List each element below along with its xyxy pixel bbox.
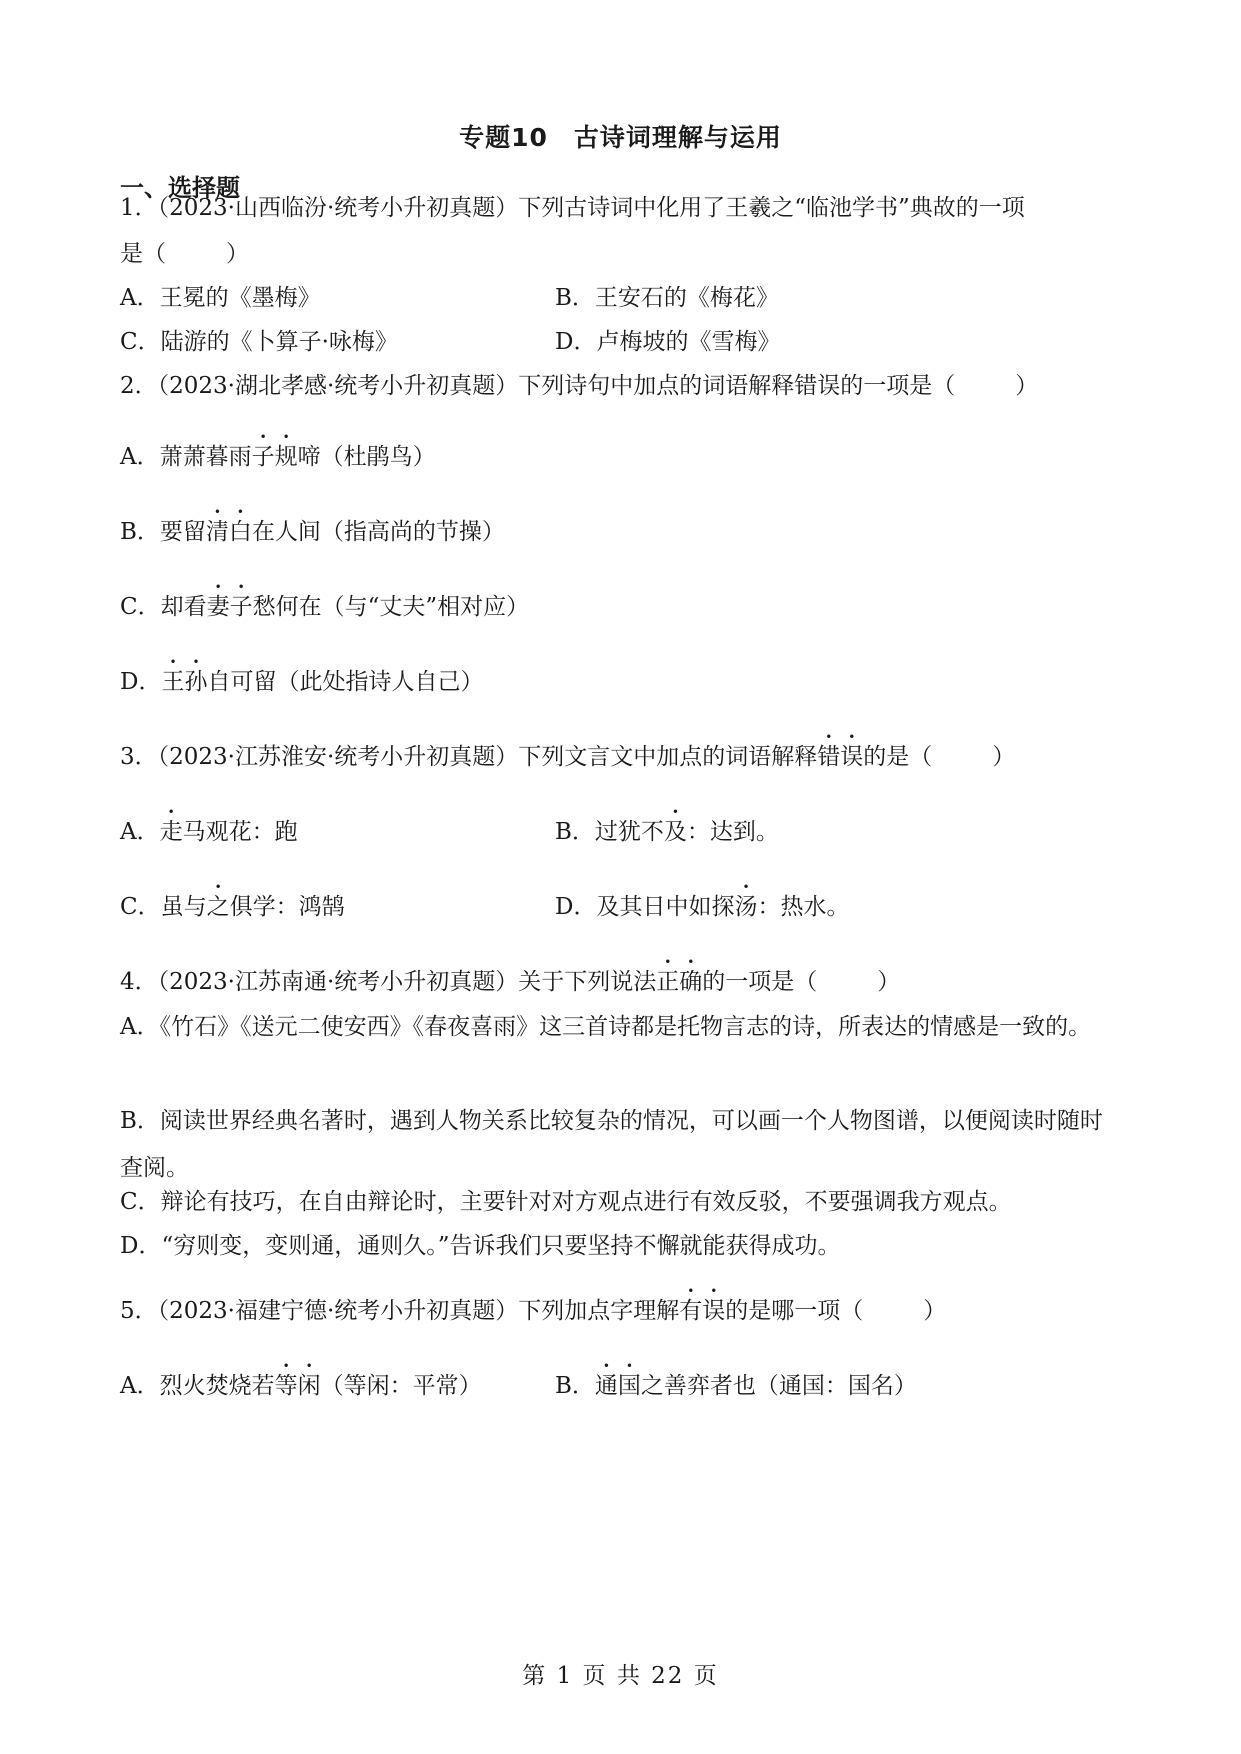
- q2-option-c: C．却看妻子愁何在（与“丈夫”相对应）: [120, 594, 530, 620]
- q3-option-b: B．过犹不及：达到。: [555, 819, 779, 845]
- q3-option-a: A．走马观花：跑: [120, 819, 298, 845]
- q1-option-c: C．陆游的《卜算子·咏梅》: [120, 329, 398, 355]
- q4-option-d: D．“穷则变，变则通，通则久。”告诉我们只要坚持不懈就能获得成功。: [120, 1233, 841, 1259]
- q1-option-b: B．王安石的《梅花》: [555, 285, 779, 311]
- q5-option-b: B．通国之善弈者也（通国：国名）: [555, 1373, 917, 1399]
- q3-option-d: D．及其日中如探汤：热水。: [555, 894, 850, 920]
- q4-option-b: B．阅读世界经典名著时，遇到人物关系比较复杂的情况，可以画一个人物图谱，以便阅读时随时查阅。: [120, 1108, 1103, 1181]
- q2-option-b: B．要留清白在人间（指高尚的节操）: [120, 519, 505, 545]
- q5-option-a: A．烈火焚烧若等闲（等闲：平常）: [120, 1373, 482, 1399]
- q4-stem: 4．（2023·江苏南通·统考小升初真题）关于下列说法正确的一项是（ ）: [120, 969, 901, 995]
- q2-stem: 2．（2023·湖北孝感·统考小升初真题）下列诗句中加点的词语解释错误的一项是（ ）: [120, 373, 1039, 399]
- q1-stem-line1: 1．（2023·山西临汾·统考小升初真题）下列古诗词中化用了王羲之“临池学书”典故的一项: [120, 195, 1025, 221]
- q5-stem: 5．（2023·福建宁德·统考小升初真题）下列加点字理解有误的是哪一项（ ）: [120, 1298, 947, 1324]
- q1-option-d: D．卢梅坡的《雪梅》: [555, 329, 781, 355]
- q3-option-c: C．虽与之俱学：鸿鹄: [120, 894, 345, 920]
- page-title: 专题10 古诗词理解与运用: [459, 123, 782, 152]
- q2-option-a: A．萧萧暮雨子规啼（杜鹃鸟）: [120, 444, 436, 470]
- q1-option-a: A．王冕的《墨梅》: [120, 285, 321, 311]
- q4-option-a: A．《竹石》《送元二使安西》《春夜喜雨》这三首诗都是托物言志的诗，所表达的情感是一致的。: [120, 1014, 1092, 1040]
- page-number-footer: 第 1 页 共 22 页: [522, 1663, 719, 1689]
- q3-stem: 3．（2023·江苏淮安·统考小升初真题）下列文言文中加点的词语解释错误的是（ ）: [120, 744, 1016, 770]
- q4-option-c: C．辩论有技巧，在自由辩论时，主要针对对方观点进行有效反驳，不要强调我方观点。: [120, 1189, 1012, 1215]
- q1-stem-line2: 是（ ）: [120, 241, 249, 267]
- section-heading: 一、选择题: [120, 174, 240, 202]
- q2-option-d: D．王孙自可留（此处指诗人自己）: [120, 669, 484, 695]
